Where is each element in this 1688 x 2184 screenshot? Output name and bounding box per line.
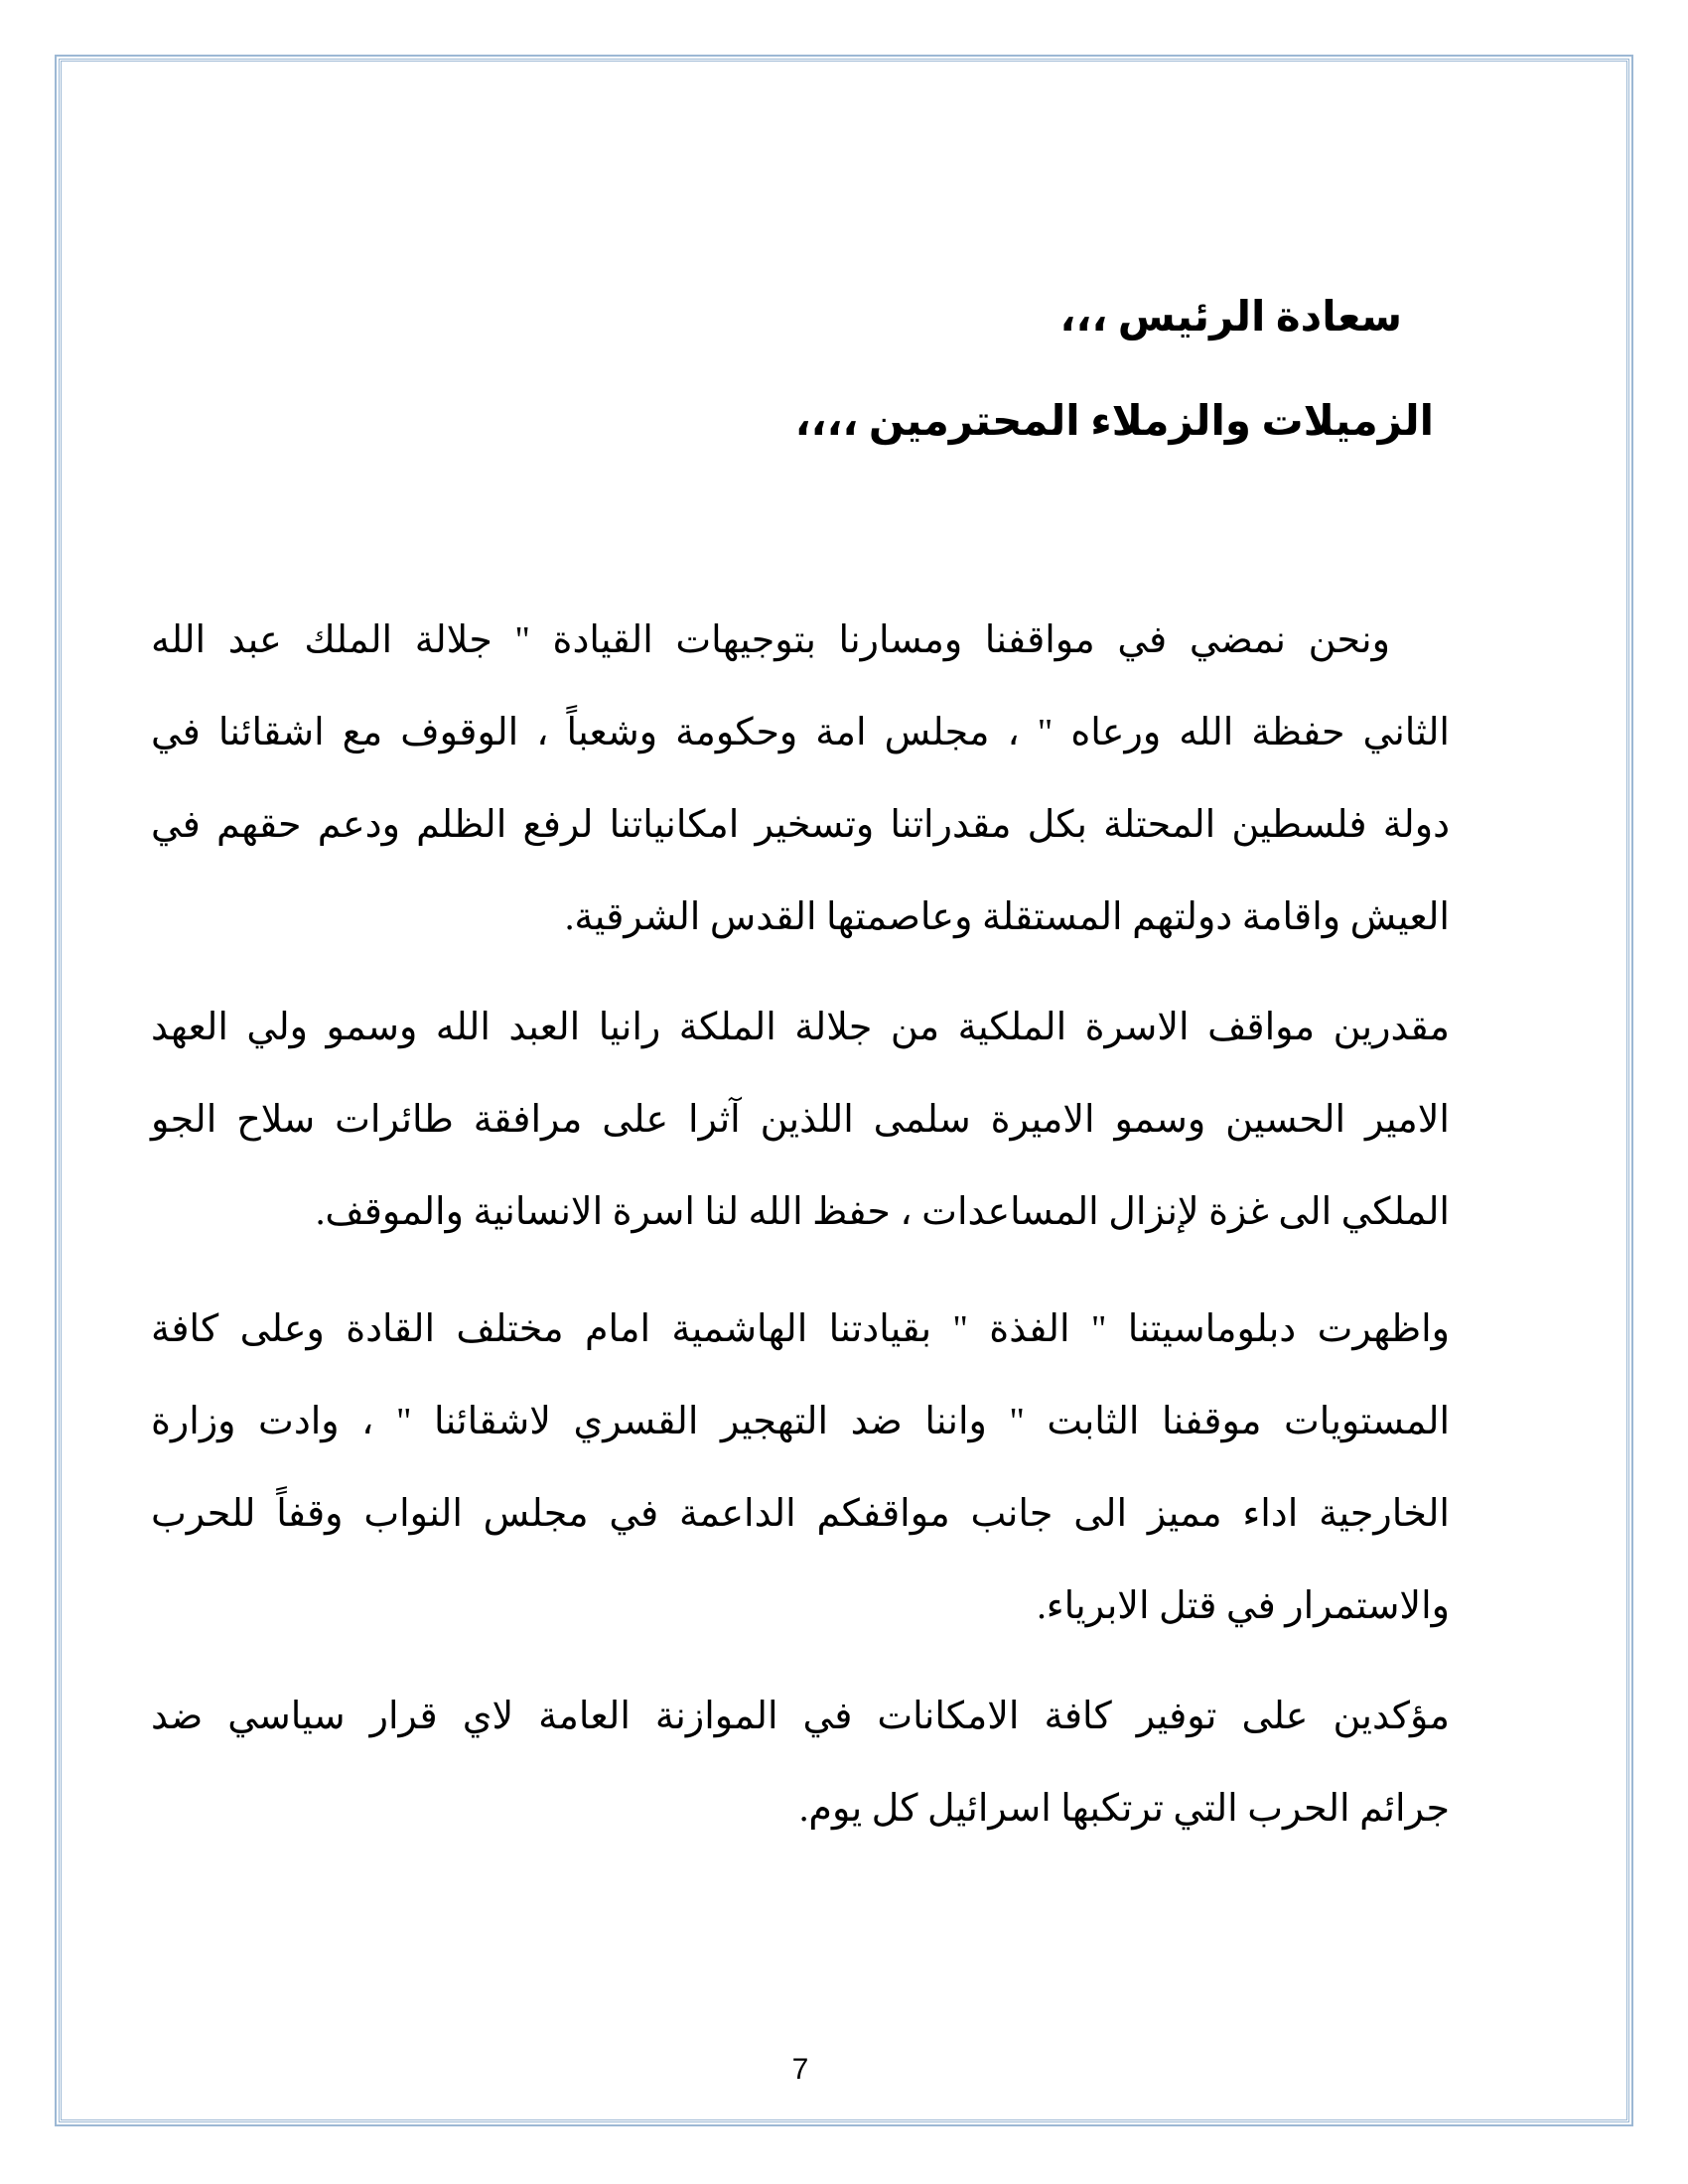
paragraph-budget-commitment [151,1671,1450,1855]
text-line: مقدرين مواقف الاسرة الملكية من جلالة الملكة رانيا العبد الله وسمو ولي العهد [151,1007,1450,1048]
text-line: المستويات موقفنا الثابت " واننا ضد التهجير القسري لاشقائنا " ، وادت وزارة [151,1401,1450,1442]
paragraph-royal-directives [151,595,1450,964]
text-line: ونحن نمضي في مواقفنا ومسارنا بتوجيهات القيادة " جلالة الملك عبد الله [151,619,1390,661]
page-number: 7 [791,2053,809,2086]
salutation-heading-president: سعادة الرئيس ،،، [1059,295,1402,341]
salutation-heading-colleagues: الزميلات والزملاء المحترمين ،،،، [794,399,1434,445]
text-line: العيش واقامة دولتهم المستقلة وعاصمتها القدس الشرقية. [564,896,1450,938]
document-body [151,0,1450,1855]
text-line: الثاني حفظة الله ورعاه " ، مجلس امة وحكومة وشعباً ، الوقوف مع اشقائنا في [151,712,1450,753]
text-line: والاستمرار في قتل الابرياء. [1037,1585,1450,1627]
text-line: الامير الحسين وسمو الاميرة سلمى اللذين آثرا على مرافقة طائرات سلاح الجو [151,1099,1450,1141]
paragraph-diplomacy [151,1284,1450,1653]
text-line: دولة فلسطين المحتلة بكل مقدراتنا وتسخير امكانياتنا لرفع الظلم ودعم حقهم في [151,804,1450,846]
text-line: جرائم الحرب التي ترتكبها اسرائيل كل يوم. [798,1788,1450,1830]
text-line: واظهرت دبلوماسيتنا " الفذة " بقيادتنا الهاشمية امام مختلف القادة وعلى كافة [151,1308,1450,1350]
paragraph-royal-family-positions [151,982,1450,1259]
text-line: الملكي الى غزة لإنزال المساعدات ، حفظ الله لنا اسرة الانسانية والموقف. [315,1191,1450,1233]
text-line: الخارجية اداء مميز الى جانب مواقفكم الداعمة في مجلس النواب وقفاً للحرب [151,1493,1450,1535]
text-line: مؤكدين على توفير كافة الامكانات في الموازنة العامة لاي قرار سياسي ضد [151,1696,1450,1737]
